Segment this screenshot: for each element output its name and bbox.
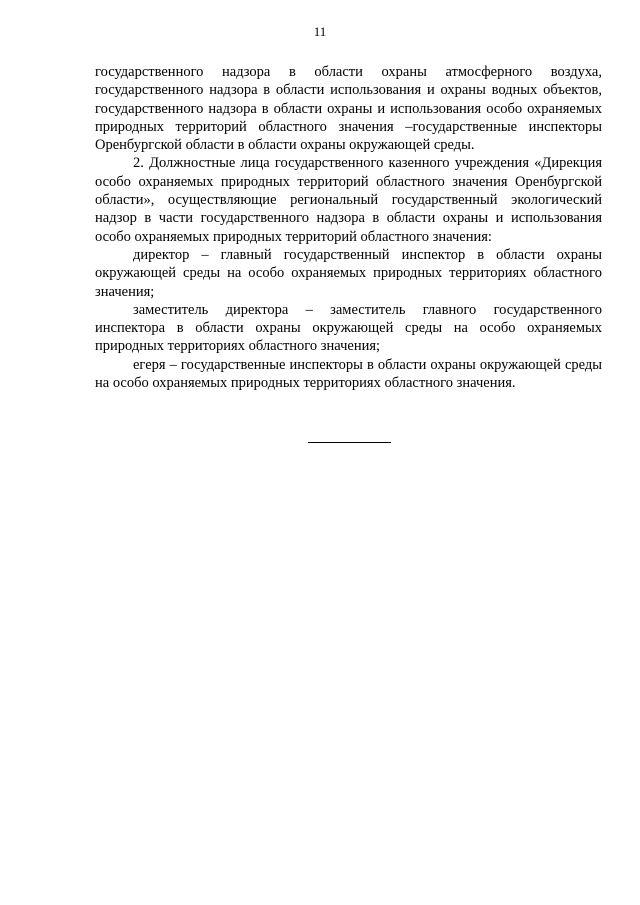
paragraph-deputy-director: заместитель директора – заместитель главного государственного инспектора в области охраны окружающей среды на особо охраняемых природных территориях областного значения; bbox=[95, 301, 602, 355]
paragraph-item-2: 2. Должностные лица государственного казенного учреждения «Дирекция особо охраняемых природных территорий областного значения Оренбургской области», осуществляющие региональный государственный экологический надзор в части государственного надзора в области охраны и использования особо охраняемых природных территорий областного значения: bbox=[95, 155, 602, 245]
end-of-document-divider bbox=[308, 442, 391, 443]
page-number: 11 bbox=[313, 24, 327, 39]
paragraph-continuation: государственного надзора в области охраны атмосферного воздуха, государственного надзора в области использования и охраны водных объектов, государственного надзора в области охраны и использования особо охраняемых природных территорий областного значения –государственные инспекторы Оренбургской области в области охраны окружающей среды. bbox=[95, 64, 602, 154]
document-body bbox=[95, 63, 602, 392]
paragraph-director: директор – главный государственный инспектор в области охраны окружающей среды на особо охраняемых природных территориях областного значения; bbox=[95, 246, 602, 300]
paragraph-rangers: егеря – государственные инспекторы в области охраны окружающей среды на особо охраняемых природных территориях областного значения. bbox=[95, 356, 602, 392]
